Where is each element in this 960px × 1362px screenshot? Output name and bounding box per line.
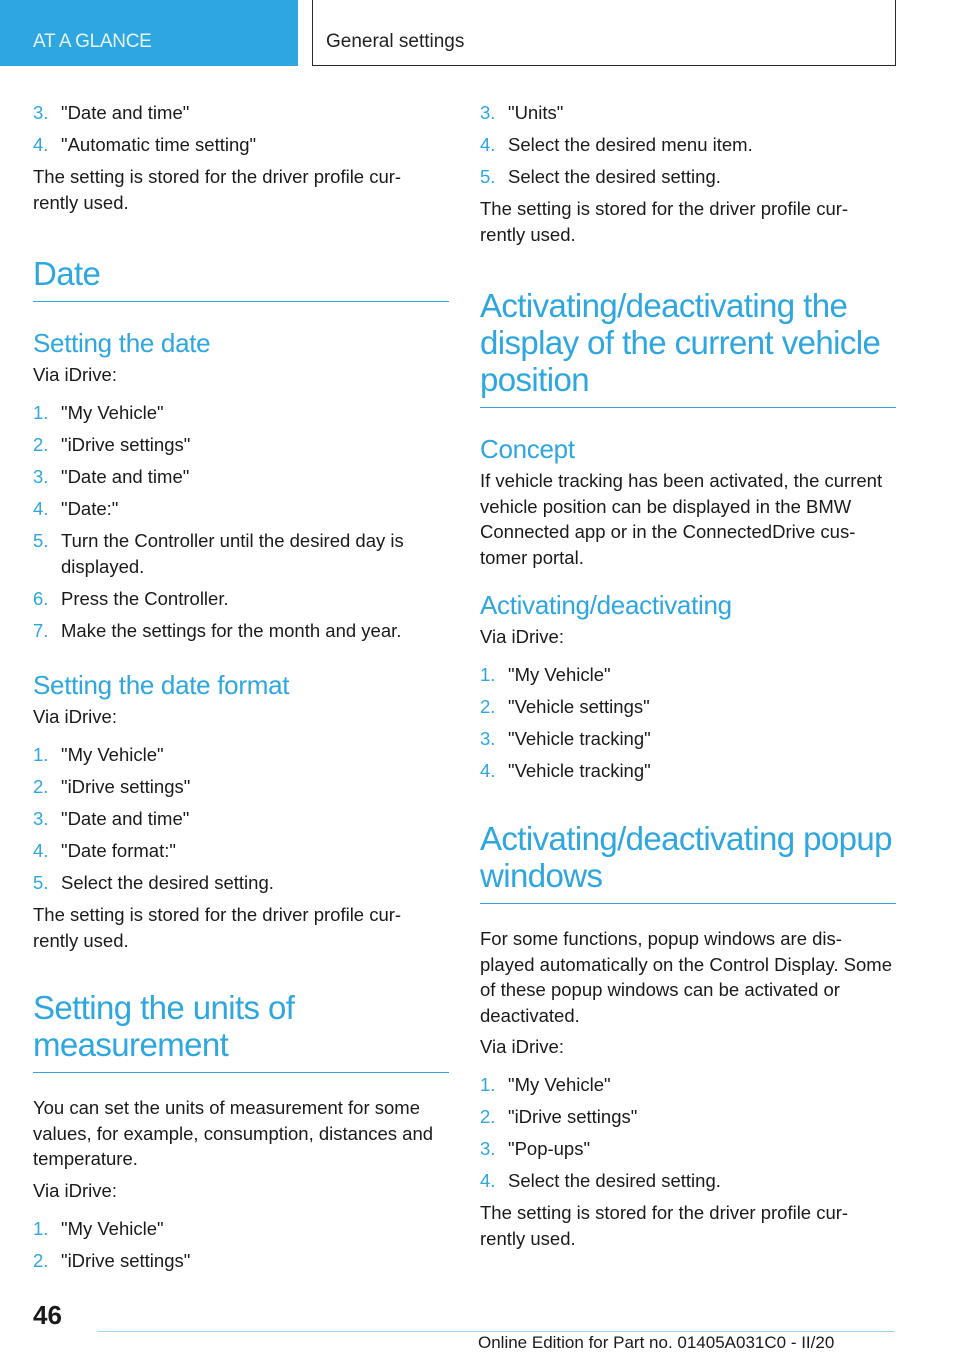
popup-list (480, 1072, 896, 1194)
profile-note: The setting is stored for the driver profile cur-rently used. (33, 166, 402, 213)
profile-note: The setting is stored for the driver profile cur-rently used. (33, 904, 402, 951)
vehicle-tracking-list (480, 662, 896, 784)
list-item: 3. "Units" (480, 102, 564, 123)
list-item: 6. Press the Controller. (33, 588, 229, 609)
setting-date-heading: Setting the date (33, 328, 211, 358)
list-item: 3. "Vehicle tracking" (480, 728, 651, 749)
list-item: 1. "My Vehicle" (33, 402, 164, 423)
list-item: 4. Select the desired setting. (480, 1170, 721, 1191)
list-item: 4. "Date:" (33, 498, 119, 519)
via-idrive: Via iDrive: (33, 706, 117, 727)
list-item: 3. "Date and time" (33, 102, 190, 123)
vehicle-position-heading: Activating/deactivating the display of the current vehicle position (480, 287, 896, 408)
list-item: 1. "My Vehicle" (480, 1074, 611, 1095)
concept-text: If vehicle tracking has been activated, the current vehicle position can be displayed in the BMW Connected app or in the ConnectedDrive cus-tomer portal. (480, 470, 883, 568)
list-item: 2. "iDrive settings" (33, 1249, 191, 1271)
list-item: 4. "Date format:" (33, 840, 176, 861)
list-item: 5. Select the desired setting. (33, 872, 274, 893)
list-item: 4. "Automatic time setting" (33, 134, 257, 155)
list-item: 4. Select the desired menu item. (480, 134, 753, 155)
list-item: 7. Make the settings for the month and year. (33, 620, 402, 641)
footer-divider (97, 1331, 894, 1332)
units-heading: Setting the units of measurement (33, 989, 449, 1073)
via-idrive: Via iDrive: (480, 1036, 564, 1057)
chapter-tab (312, 0, 896, 66)
profile-note: The setting is stored for the driver profile cur-rently used. (480, 198, 849, 245)
top-list (33, 100, 449, 158)
right-column (480, 100, 896, 1257)
edition-note: Online Edition for Part no. 01405A031C0 - II/20 (478, 1333, 835, 1352)
list-item: 3. "Pop-ups" (480, 1138, 591, 1159)
list-item: 2. "iDrive settings" (33, 434, 191, 455)
page-number: 46 (33, 1300, 62, 1330)
list-item: 4. "Vehicle tracking" (480, 760, 651, 781)
profile-note: The setting is stored for the driver profile cur-rently used. (480, 1202, 849, 1249)
left-column (33, 100, 449, 1280)
popup-heading: Activating/deactivating popup windows (480, 820, 896, 904)
section-tab (0, 0, 298, 66)
date-format-heading: Setting the date format (33, 670, 290, 700)
via-idrive: Via iDrive: (33, 1179, 117, 1201)
list-item: 2. "iDrive settings" (33, 776, 191, 797)
chapter-label: General settings (326, 31, 465, 52)
list-item: 1. "My Vehicle" (33, 1217, 164, 1239)
units-intro: You can set the units of measurement for some values, for example, consumption, distances and temperature. (33, 1097, 434, 1169)
list-item: 5. Turn the Controller until the desired day is displayed. (33, 530, 404, 577)
list-item: 1. "My Vehicle" (480, 664, 611, 685)
concept-heading: Concept (480, 434, 575, 464)
setting-date-list (33, 400, 449, 644)
list-item: 3. "Date and time" (33, 808, 190, 829)
list-item: 1. "My Vehicle" (33, 744, 164, 765)
date-heading: Date (33, 255, 449, 302)
date-format-list (33, 742, 449, 896)
list-item: 3. "Date and time" (33, 466, 190, 487)
units-list (33, 1216, 449, 1274)
via-idrive: Via iDrive: (33, 364, 117, 385)
section-label: AT A GLANCE (33, 31, 152, 52)
list-item: 2. "iDrive settings" (480, 1106, 638, 1127)
units-continued-list (480, 100, 896, 190)
via-idrive: Via iDrive: (480, 626, 564, 647)
popup-intro: For some functions, popup windows are dis-played automatically on the Control Display. Some of these popup windows can be activated or deactivated. (480, 928, 893, 1026)
list-item: 2. "Vehicle settings" (480, 696, 650, 717)
activating-heading: Activating/deactivating (480, 590, 732, 620)
list-item: 5. Select the desired setting. (480, 166, 721, 187)
